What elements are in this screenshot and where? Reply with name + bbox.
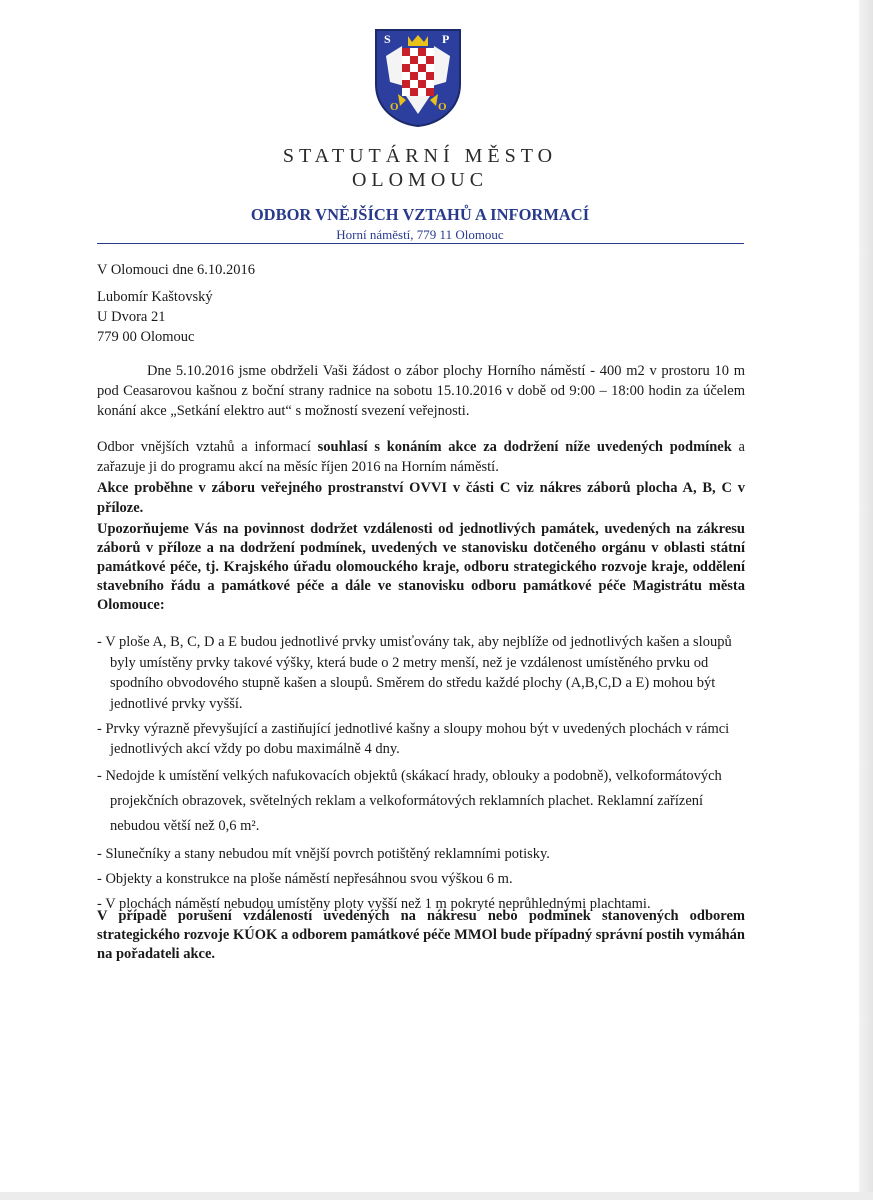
paragraph-location: Akce proběhne v záboru veřejného prostranství OVVI v části C viz nákres záborů plocha A, B, C v příloze. (97, 480, 745, 516)
department-name: ODBOR VNĚJŠÍCH VZTAHŮ A INFORMACÍ (250, 205, 590, 224)
recipient-city: 779 00 Olomouc (97, 329, 195, 345)
condition-item: - V ploše A, B, C, D a E budou jednotlivé prvky umisťovány tak, aby nejblíže od jednotlivých kašen a sloupů byly umístěny prvky takové výšky, která bude o 2 metry menší, než je vzdálenost umístěného prvku od spodního obvodového stupně kašen a sloupů. Směrem do středu každé plochy (A,B,C,D a E) mohou být jednotlivé prvky vyšší. (97, 634, 732, 712)
condition-item: - V plochách náměstí nebudou umístěny ploty vyšší než 1 m pokryté neprůhlednými plachtami. (97, 896, 651, 912)
department-address: Horní náměstí, 779 11 Olomouc (336, 227, 504, 242)
city-title-line2: OLOMOUC (351, 169, 489, 191)
condition-item: - Nedojde k umístění velkých nafukovacích objektů (skákací hrady, oblouky a podobně), velkoformátových projekčních obrazovek, světelných reklam a velkoformátových reklamních plachet. Reklamní zařízení nebudou větší než 0,6 m². (97, 768, 722, 834)
paragraph-sanction: V případě porušení vzdáleností uvedených na nákresu nebo podmínek stanovených odborem strategického rozvoje KÚOK a odborem památkové péče MMOl bude případný správní postih vymáhán na pořadateli akce. (97, 908, 745, 962)
consent-text-bold: souhlasí s konáním akce za dodržení níže uvedených podmínek (317, 439, 732, 455)
paragraph-request: Dne 5.10.2016 jsme obdrželi Vaši žádost o zábor plochy Horního náměstí - 400 m2 v prostoru 10 m pod Ceasarovou kašnou z boční strany radnice na sobotu 15.10.2016 v době od 9:00 – 18:00 hodin za účelem konání akce „Setkání elektro aut“ s možností svezení veřejnosti. (97, 363, 745, 419)
crest-letter-right: P (442, 32, 450, 46)
consent-text-end: a zařazuje ji do programu akcí na měsíc říjen 2016 na Horním náměstí. (97, 439, 745, 475)
scan-edge-right (859, 0, 873, 1200)
recipient-name: Lubomír Kaštovský (97, 289, 213, 305)
crest-letter-left: S (384, 32, 391, 46)
header-divider (97, 243, 744, 244)
condition-item: - Objekty a konstrukce na ploše náměstí nepřesáhnou svou výškou 6 m. (97, 871, 513, 887)
city-title-line1: STATUTÁRNÍ MĚSTO (282, 145, 558, 167)
recipient-address (97, 287, 213, 347)
crest-letter-bottom-left: O (390, 101, 399, 113)
paragraph-consent (97, 437, 745, 477)
conditions-list (97, 632, 745, 919)
scan-edge-bottom (0, 1192, 873, 1200)
recipient-street: U Dvora 21 (97, 309, 166, 325)
crest-letter-bottom-right: O (438, 101, 447, 113)
date-line: V Olomouci dne 6.10.2016 (97, 262, 256, 278)
condition-item: - Slunečníky a stany nebudou mít vnější povrch potištěný reklamními potisky. (97, 846, 550, 862)
condition-item: - Prvky výrazně převyšující a zastiňující jednotlivé kašny a sloupy mohou být v uvedených plochách v rámci jednotlivých akcí vždy po dobu maximálně 4 dny. (97, 721, 730, 757)
olomouc-coat-of-arms-icon (372, 26, 464, 128)
paragraph-warning: Upozorňujeme Vás na povinnost dodržet vzdálenosti od jednotlivých památek, uvedených na zákresu záborů v příloze a na dodržení podmínek, uvedených ve stanovisku dotčeného orgánu v oblasti státní památkové péče, tj. Krajského úřadu olomouckého kraje, odboru strategického rozvoje kraje, oddělení stavebního řádu a památkové péče a dále ve stanovisku odboru památkové péče Magistrátu města Olomouce: (97, 521, 745, 613)
consent-text-start: Odbor vnějších vztahů a informací (97, 439, 318, 455)
